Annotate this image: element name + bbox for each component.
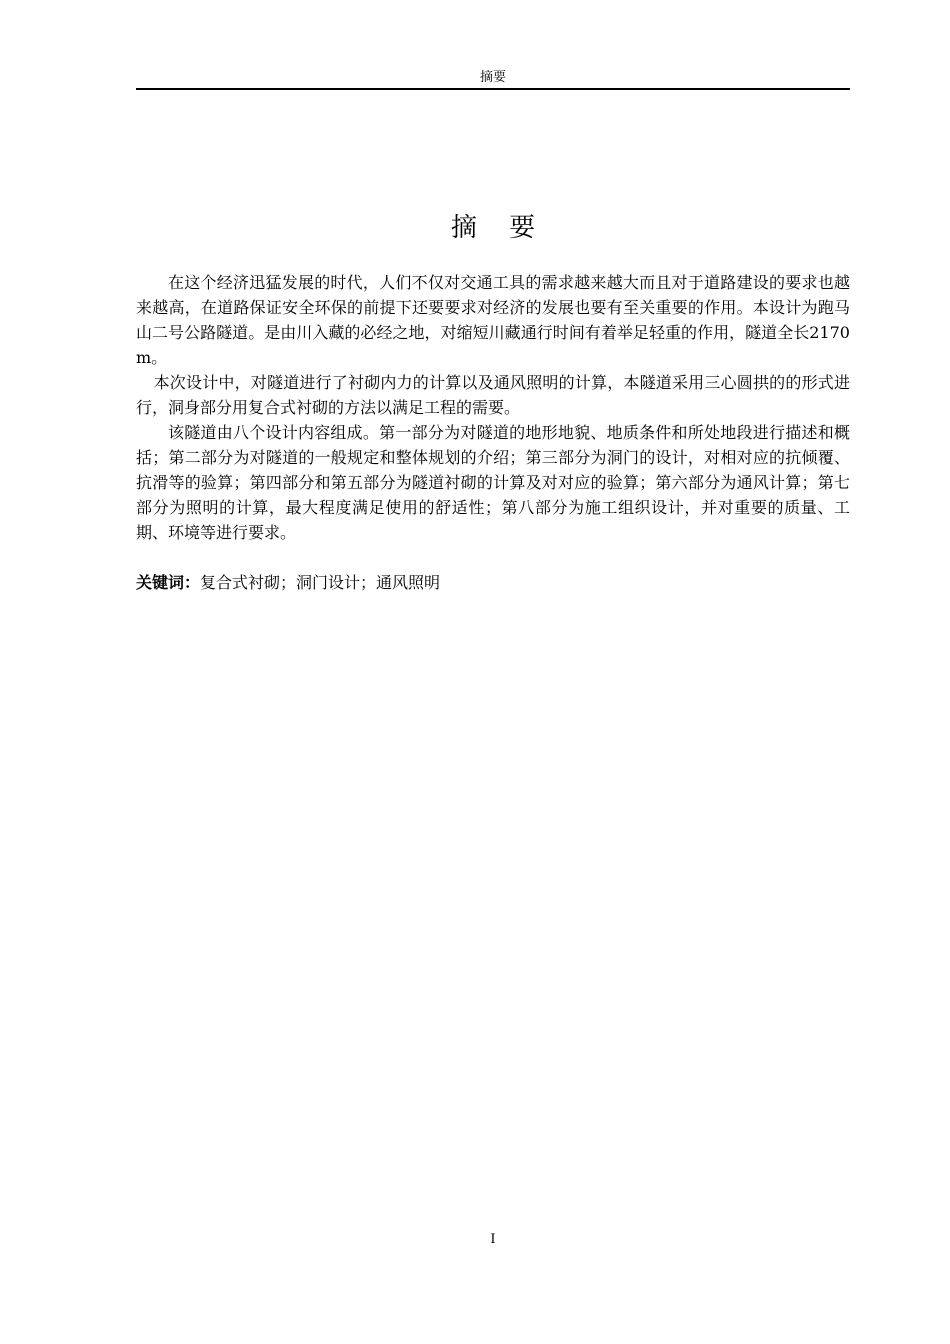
page-number: I <box>490 1232 496 1247</box>
keywords-value: 复合式衬砌；洞门设计；通风照明 <box>200 573 441 592</box>
abstract-paragraph-1: 在这个经济迅猛发展的时代，人们不仅对交通工具的需求越来越大而且对于道路建设的要求也越来越高，在道路保证安全环保的前提下还要要求对经济的发展也要有至关重要的作用。本设计为跑马山二号公路隧道。是由川入藏的必经之地，对缩短川藏通行时间有着举足轻重的作用，隧道全长2170m。 <box>136 273 850 367</box>
page-title: 摘 要 <box>450 213 548 243</box>
abstract-paragraph-3: 该隧道由八个设计内容组成。第一部分为对隧道的地形地貌、地质条件和所处地段进行描述和概括；第二部分为对隧道的一般规定和整体规划的介绍；第三部分为洞门的设计，对相对应的抗倾覆、抗滑等的验算；第四部分和第五部分为隧道衬砌的计算及对对应的验算；第六部分为通风计算；第七部分为照明的计算，最大程度满足使用的舒适性；第八部分为施工组织设计，并对重要的质量、工期、环境等进行要求。 <box>136 423 850 542</box>
abstract-body <box>136 270 850 595</box>
abstract-paragraph-2: 本次设计中，对隧道进行了衬砌内力的计算以及通风照明的计算，本隧道采用三心圆拱的的形式进行，洞身部分用复合式衬砌的方法以满足工程的需要。 <box>136 373 850 417</box>
keywords-line <box>136 570 850 595</box>
keywords-label: 关键词： <box>136 573 201 592</box>
running-header: 摘要 <box>479 70 506 85</box>
header-rule <box>136 88 850 90</box>
